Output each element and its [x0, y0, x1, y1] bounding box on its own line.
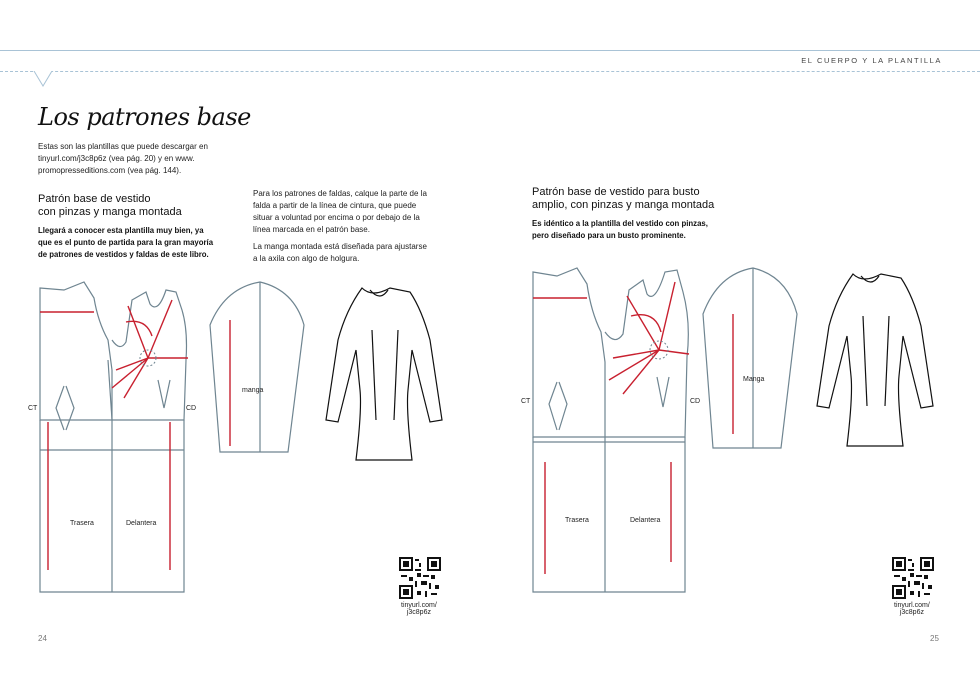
dress-dart-1	[372, 330, 376, 420]
waist-dart-front	[657, 377, 669, 407]
dress-dart-2	[394, 330, 398, 420]
bold-line: Llegará a conocer esta plantilla muy bien, ya	[38, 226, 204, 235]
page-number-right: 25	[930, 634, 939, 643]
front-bodice-outline	[605, 270, 688, 437]
label-cd: CD	[690, 398, 701, 405]
left-subhead	[38, 193, 182, 219]
right-bold-text	[532, 218, 708, 242]
red-dart-3	[659, 350, 689, 354]
left-bold-text	[38, 225, 213, 261]
para-line: Para los patrones de faldas, calque la parte de la	[253, 189, 427, 198]
sleeve-outline	[210, 282, 304, 452]
page-title: Los patrones base	[38, 103, 251, 131]
dress-dart-2	[885, 316, 889, 406]
label-manga: Manga	[743, 376, 765, 383]
back-bodice-outline	[533, 268, 605, 437]
qr-caption	[401, 602, 437, 616]
right-pattern-diagram	[513, 262, 973, 602]
dress-outline	[817, 274, 933, 446]
bold-line: que es el punto de partida para la gran mayoría	[38, 238, 214, 247]
sleeve-outline	[703, 268, 797, 448]
right-subhead	[532, 186, 714, 212]
subhead-line: Patrón base de vestido para busto	[532, 186, 700, 198]
intro-line: Estas son las plantillas que puede descargar en	[38, 142, 208, 151]
left-pattern-diagram	[20, 270, 500, 600]
label-cd: CD	[186, 405, 197, 412]
bold-line: pero diseñado para un busto prominente.	[532, 231, 686, 240]
label-trasera: Trasera	[70, 520, 94, 527]
waist-dart-back-2	[549, 382, 557, 430]
waist-dart-back-2	[56, 386, 64, 430]
qr-caption-line: j3c8p6z	[899, 609, 924, 616]
intro-line: tinyurl.com/j3c8p6z (vea pág. 20) y en www.	[38, 154, 195, 163]
qr-caption	[894, 602, 930, 616]
para-line: situar a voluntad por encima o por debajo de la	[253, 213, 420, 222]
qr-caption-line: tinyurl.com/	[401, 602, 437, 609]
red-dart-6	[112, 358, 148, 388]
subhead-line: con pinzas y manga montada	[38, 206, 182, 218]
qr-caption-line: j3c8p6z	[406, 609, 431, 616]
label-delantera: Delantera	[630, 517, 661, 524]
subhead-line: amplio, con pinzas y manga montada	[532, 199, 715, 211]
page-number-left: 24	[38, 634, 47, 643]
waist-dart-back	[559, 382, 567, 430]
dress-dart-1	[863, 316, 867, 406]
skirt-outline	[533, 437, 685, 592]
label-delantera: Delantera	[126, 520, 157, 527]
qr-code-icon	[892, 557, 934, 599]
intro-line: promopresseditions.com (vea pág. 144).	[38, 166, 182, 175]
label-manga: manga	[242, 387, 264, 394]
back-bodice-outline	[40, 282, 112, 420]
col2-paragraph-1	[253, 188, 427, 236]
label-ct: CT	[28, 405, 38, 412]
header-notch	[32, 71, 54, 89]
para-line: a la axila con algo de holgura.	[253, 254, 360, 263]
bold-line: Es idéntico a la plantilla del vestido con pinzas,	[532, 219, 708, 228]
qr-caption-line: tinyurl.com/	[894, 602, 930, 609]
red-dart-2	[659, 282, 675, 350]
header-dashed-rule	[0, 71, 980, 72]
col2-paragraph-2	[253, 241, 427, 265]
waist-dart-front	[158, 380, 170, 408]
intro-text	[38, 141, 208, 177]
red-dart-2	[148, 300, 172, 358]
para-line: falda a partir de la línea de cintura, que puede	[253, 201, 417, 210]
para-line: línea marcada en el patrón base.	[253, 225, 370, 234]
bold-line: de patrones de vestidos y faldas de este libro.	[38, 250, 209, 259]
label-trasera: Trasera	[565, 517, 589, 524]
red-dart-5	[124, 358, 148, 398]
dress-outline	[326, 288, 442, 460]
section-title: EL CUERPO Y LA PLANTILLA	[801, 56, 942, 65]
waist-dart-back	[66, 386, 74, 430]
qr-code-icon	[399, 557, 441, 599]
para-line: La manga montada está diseñada para ajustarse	[253, 242, 427, 251]
subhead-line: Patrón base de vestido	[38, 193, 151, 205]
header-rule	[0, 50, 980, 51]
label-ct: CT	[521, 398, 531, 405]
red-dart-1	[128, 306, 148, 358]
